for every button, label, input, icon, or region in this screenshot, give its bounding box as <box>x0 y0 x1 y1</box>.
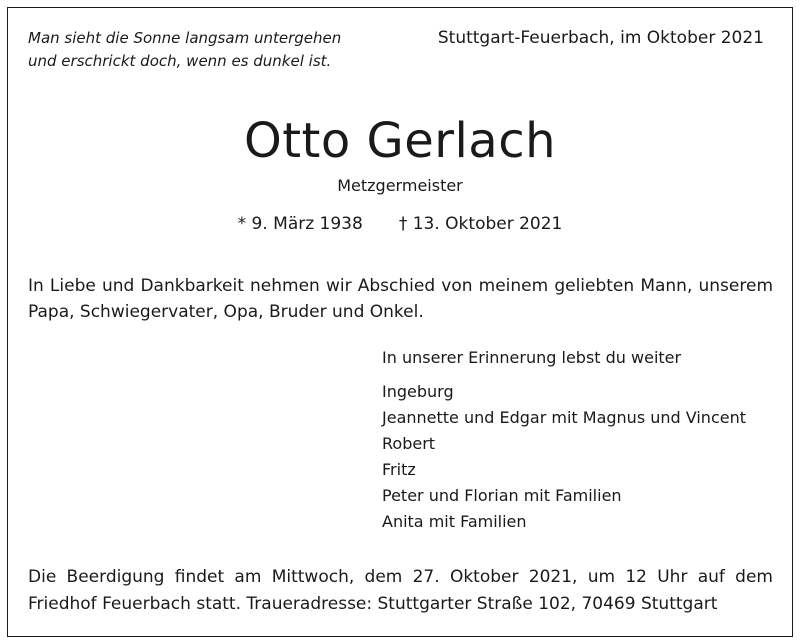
deceased-name: Otto Gerlach <box>243 113 557 169</box>
family-member: Ingeburg <box>382 382 454 401</box>
family-member: Fritz <box>382 460 416 479</box>
farewell-text: In Liebe und Dankbarkeit nehmen wir Abschied von meinem geliebten Mann, unserem Papa, Schwiegervater, Opa, Bruder und Onkel. <box>28 276 773 322</box>
life-dates <box>8 213 792 235</box>
motto-line-1: Man sieht die Sonne langsam untergehen <box>28 29 342 47</box>
motto-line-2: und erschrickt doch, wenn es dunkel ist. <box>28 52 332 70</box>
family-member: Jeannette und Edgar mit Magnus und Vincent <box>382 408 746 427</box>
birth-date: * 9. März 1938 <box>237 214 363 234</box>
family-member: Anita mit Familien <box>382 512 527 531</box>
family-intro: In unserer Erinnerung lebst du weiter <box>382 348 682 367</box>
family-member: Peter und Florian mit Familien <box>382 486 622 505</box>
motto-quote <box>28 27 388 73</box>
family-list <box>382 345 782 535</box>
deceased-profession: Metzgermeister <box>337 176 463 195</box>
death-date: † 13. Oktober 2021 <box>398 214 563 234</box>
obituary-notice <box>7 7 793 637</box>
place-and-date: Stuttgart-Feuerbach, im Oktober 2021 <box>437 28 764 48</box>
funeral-information: Die Beerdigung findet am Mittwoch, dem 27. Oktober 2021, um 12 Uhr auf dem Friedhof Feuerbach statt. Traueradresse: Stuttgarter Straße 102, 70469 Stuttgart <box>28 567 773 614</box>
family-member: Robert <box>382 434 436 453</box>
